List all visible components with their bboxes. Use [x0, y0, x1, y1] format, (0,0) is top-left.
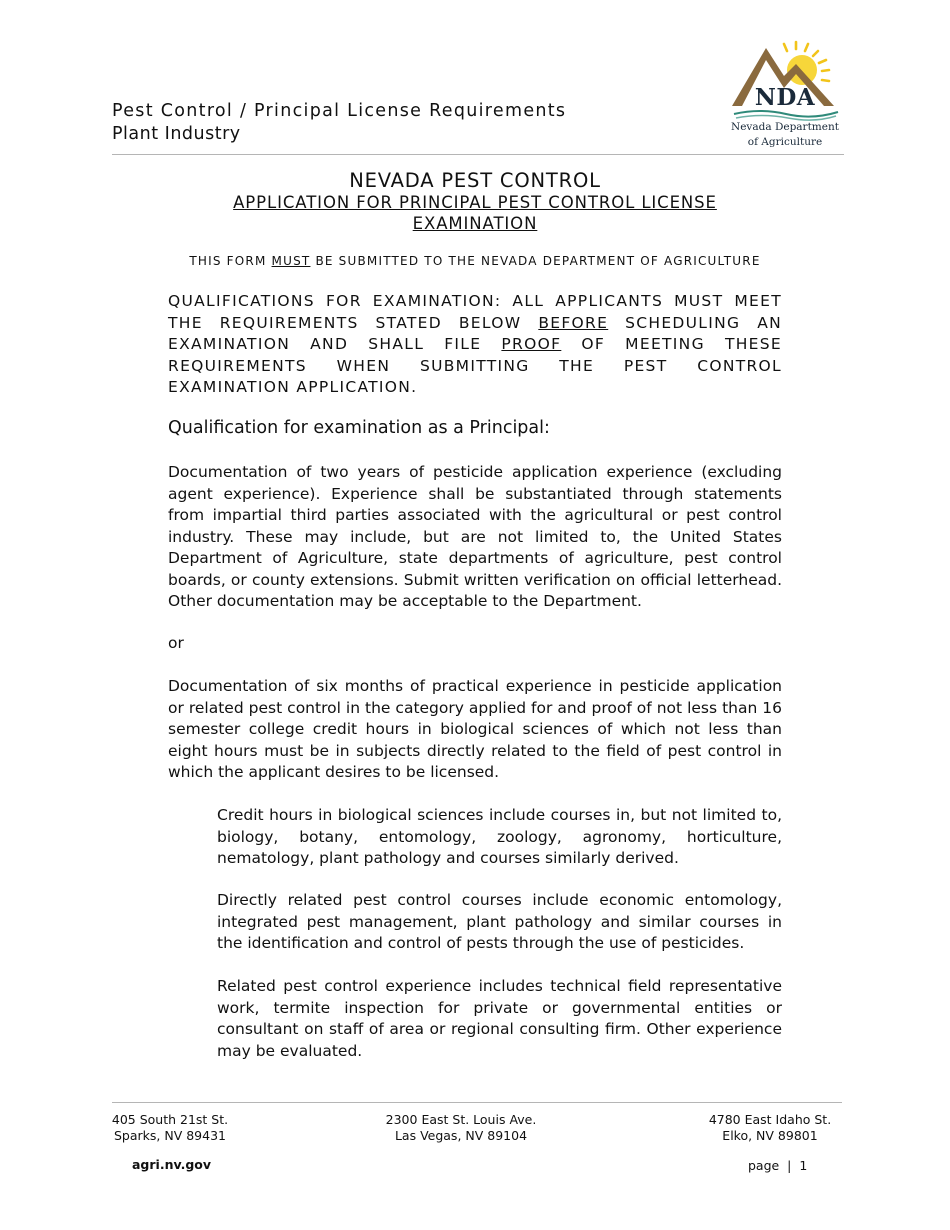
or-separator: or — [168, 634, 184, 652]
notice-emphasis: MUST — [271, 254, 311, 268]
nda-logo — [726, 40, 844, 152]
address-sparks: 405 South 21st St. Sparks, NV 89431 — [111, 1112, 229, 1143]
option2-paragraph: Documentation of six months of practical experience in pesticide application or related pest control in the category applied for and proof of not less than 16 semester college credit hours in biological sciences of which not less than eight hours must be in subjects directly related to the field of pest control in which the applicant desires to be licensed. — [168, 677, 782, 781]
option1-paragraph: Documentation of two years of pesticide application experience (excluding agent experience). Experience shall be substantiated through statements from impartial third parties associated with the agricultural or pest control industry. These may include, but are not limited to, the United States Department of Agriculture, state departments of agriculture, pest control boards, or county extensions. Submit written verification on official letterhead. Other documentation may be acceptable to the Department. — [168, 463, 782, 610]
address-las-vegas: 2300 East St. Louis Ave. Las Vegas, NV 89104 — [385, 1112, 537, 1143]
page-title: NEVADA PEST CONTROL — [349, 169, 601, 192]
logo-name-line1: Nevada Department — [731, 121, 839, 133]
before-emphasis: BEFORE — [538, 313, 609, 332]
section-heading: Qualification for examination as a Principal: — [168, 418, 550, 438]
related-courses-paragraph: Directly related pest control courses include economic entomology, integrated pest management, plant pathology and similar courses in the identification and control of pests through the use of pesticides. — [217, 891, 782, 952]
footer-divider — [112, 1102, 842, 1103]
division-name: Plant Industry — [112, 124, 241, 144]
qualifications-statement: QUALIFICATIONS FOR EXAMINATION: ALL APPLICANTS MUST MEET THE REQUIREMENTS STATED BELOW BEFORE SCHEDULING AN EXAMINATION AND SHALL FILE PROOF OF MEETING THESE REQUIREMENTS WHEN SUBMITTING THE PEST CONTROL EXAMINATION APPLICATION. — [168, 292, 783, 396]
logo-name-line2: of Agriculture — [747, 136, 823, 148]
form-title-line2: EXAMINATION — [412, 214, 538, 233]
submission-notice: THIS FORM MUST BE SUBMITTED TO THE NEVADA DEPARTMENT OF AGRICULTURE — [189, 254, 761, 268]
website-link[interactable]: agri.nv.gov — [132, 1157, 212, 1172]
page-number: page | 1 — [748, 1158, 808, 1173]
form-title-line1: APPLICATION FOR PRINCIPAL PEST CONTROL LICENSE — [233, 193, 717, 212]
related-experience-paragraph: Related pest control experience includes technical field representative work, termite inspection for private or governmental entities or consultant on staff of area or regional consulting firm. Other experience may be evaluated. — [217, 977, 782, 1060]
proof-emphasis: PROOF — [501, 335, 562, 353]
logo-abbreviation: NDA — [754, 84, 816, 111]
header-divider — [112, 154, 844, 155]
address-elko: 4780 East Idaho St. Elko, NV 89801 — [708, 1112, 832, 1143]
document-category: Pest Control / Principal License Requirements — [112, 101, 567, 121]
credit-hours-paragraph: Credit hours in biological sciences include courses in, but not limited to, biology, botany, entomology, zoology, agronomy, horticulture, nematology, plant pathology and courses similarly derived. — [217, 806, 782, 867]
